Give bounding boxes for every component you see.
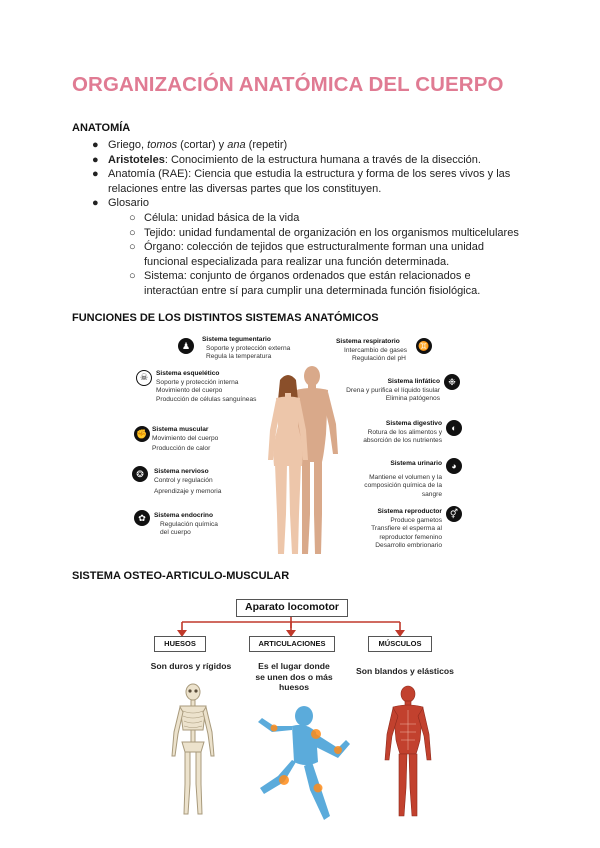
system-endocrino: Sistema endocrino Regulación química del cuerpo — [154, 512, 218, 537]
system-linfatico: Sistema linfático Drena y purifica el líquido tisular Elimina patógenos — [346, 378, 440, 403]
kidney-icon: ◕ — [446, 458, 462, 474]
musculos-caption: Son blandos y elásticos — [356, 666, 454, 676]
section-heading-anatomia: ANATOMÍA — [72, 122, 131, 134]
locomotor-figure — [150, 594, 454, 826]
musculos-box: MÚSCULOS — [368, 636, 432, 652]
system-digestivo: Sistema digestivo Rotura de los alimentos y absorción de los nutrientes — [363, 420, 442, 445]
reproductive-icon: ⚥ — [446, 506, 462, 522]
section-heading-osteo: SISTEMA OSTEO-ARTICULO-MUSCULAR — [72, 570, 290, 582]
muscle-icon: ✊ — [134, 426, 150, 442]
lymph-icon: ❉ — [444, 374, 460, 390]
skull-icon: ☠ — [136, 370, 152, 386]
list-item: ● Anatomía (RAE): Ciencia que estudia la estructura y forma de los seres vivos y las relaciones entre las diversas partes que los constituyen. — [92, 168, 511, 195]
list-item: ● Griego, tomos (cortar) y ana (repetir) — [92, 139, 288, 151]
lungs-icon: ♊ — [416, 338, 432, 354]
system-esqueletico: Sistema esquelético Soporte y protección interna Movimiento del cuerpo Producción de células sanguíneas — [156, 370, 257, 403]
glossary-item: ○ Órgano: colección de tejidos que estructuralmente forman una unidad funcional especializada para realizar una función determinada. — [129, 241, 484, 268]
system-tegumentario: Sistema tegumentario Soporte y protección externa Regula la temperatura — [202, 336, 291, 361]
joints-illustration — [246, 704, 356, 826]
skeleton-illustration — [166, 682, 220, 820]
system-urinario: Sistema urinario Mantiene el volumen y la composición química de la sangre — [364, 460, 442, 498]
system-reproductor: Sistema reproductor Produce gametos Transfiere el esperma al reproductor femenino Desarrollo embrionario — [371, 508, 442, 550]
huesos-box: HUESOS — [154, 636, 206, 652]
list-item: ● Glosario — [92, 197, 149, 210]
brain-icon: ❂ — [132, 466, 148, 482]
huesos-caption: Son duros y rígidos — [150, 661, 232, 671]
body-icon: ♟ — [178, 338, 194, 354]
gland-icon: ✿ — [134, 510, 150, 526]
glossary-item: ○ Sistema: conjunto de órganos ordenados que están relacionados e interactúan entre sí para cumplir una determinada función fisiológica. — [129, 270, 481, 297]
section-heading-funciones: FUNCIONES DE LOS DISTINTOS SISTEMAS ANATÓMICOS — [72, 312, 379, 324]
muscle-illustration — [380, 684, 436, 822]
articulaciones-box: ARTICULACIONES — [249, 636, 335, 652]
systems-figure — [130, 334, 470, 566]
root-box: Aparato locomotor — [236, 599, 348, 617]
list-item: ● Aristoteles: Conocimiento de la estructura humana a través de la disección. — [92, 153, 481, 166]
glossary-item: ○ Tejido: unidad fundamental de organización en los organismos multicelulares — [129, 226, 519, 239]
system-muscular: Sistema muscular Movimiento del cuerpo Producción de calor — [152, 426, 219, 453]
system-respiratorio: Sistema respiratorio Intercambio de gases Regulación del pH — [336, 338, 408, 363]
articulaciones-caption: Es el lugar donde se unen dos o más huesos — [255, 661, 333, 692]
anatomia-list — [72, 138, 542, 299]
stomach-icon: ◐ — [446, 420, 462, 436]
glossary-item: ○ Célula: unidad básica de la vida — [129, 211, 300, 224]
page-title: ORGANIZACIÓN ANATÓMICA DEL CUERPO — [72, 73, 504, 96]
system-nervioso: Sistema nervioso Control y regulación Aprendizaje y memoria — [154, 468, 222, 496]
human-bodies-illustration — [258, 364, 344, 564]
